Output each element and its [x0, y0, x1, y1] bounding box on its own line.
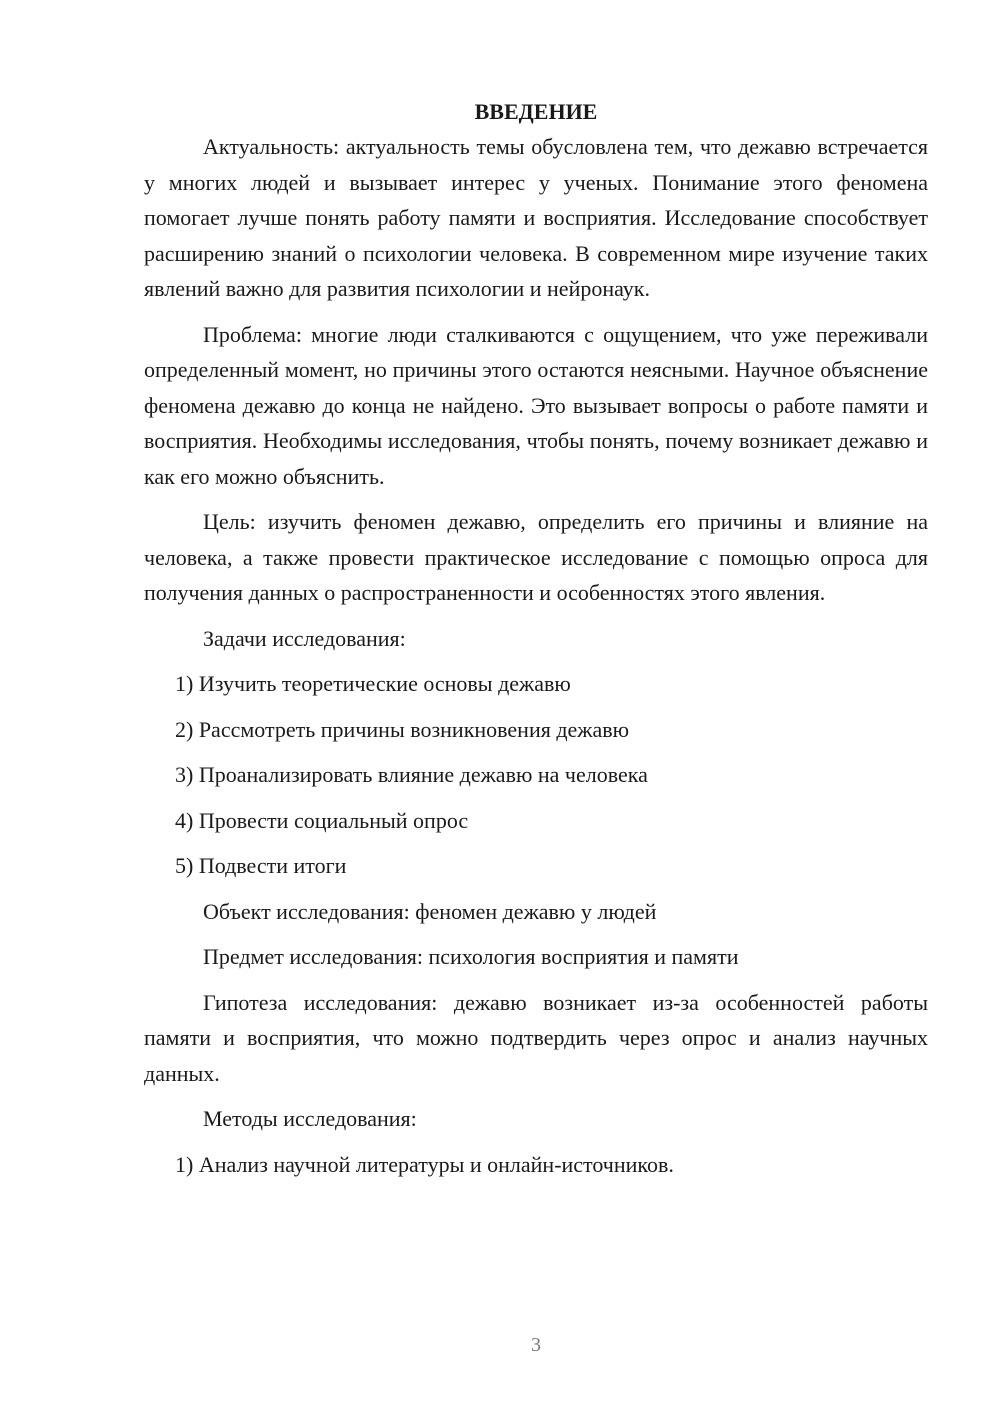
research-subject: Предмет исследования: психология восприятия и памяти: [203, 944, 739, 969]
research-object: Объект исследования: феномен дежавю у людей: [203, 898, 657, 924]
methods-heading: Методы исследования:: [203, 1106, 417, 1131]
tasks-heading: Задачи исследования:: [203, 625, 406, 651]
goal-paragraph: Цель: изучить феномен дежавю, определить его причины и влияние на человека, а также провести практическое исследование с помощью опроса для получения данных о распространенности и особенностях этого явления.: [144, 509, 928, 605]
tasks-list: [144, 666, 928, 884]
task-item: 3) Проанализировать влияние дежавю на человека: [175, 762, 648, 787]
problem-paragraph: Проблема: многие люди сталкиваются с ощущением, что уже переживали определенный момент, но причины этого остаются неясными. Научное объяснение феномена дежавю до конца не найдено. Это вызывает вопросы о работе памяти и восприятия. Необходимы исследования, чтобы понять, почему возникает дежавю и как его можно объяснить.: [144, 321, 928, 489]
hypothesis-paragraph: Гипотеза исследования: дежавю возникает из-за особенностей работы памяти и восприятия, что можно подтвердить через опрос и анализ научных данных.: [144, 989, 928, 1086]
relevance-paragraph: Актуальность: актуальность темы обусловлена тем, что дежавю встречается у многих людей и вызывает интерес у ученых. Понимание этого феномена помогает лучше понять работу памяти и восприятия. Исследование способствует расширению знаний о психологии человека. В современном мире изучение таких явлений важно для развития психологии и нейронаук.: [144, 134, 928, 301]
task-item: 5) Подвести итоги: [175, 853, 347, 878]
task-item: 1) Изучить теоретические основы дежавю: [175, 671, 571, 696]
task-item: 2) Рассмотреть причины возникновения дежавю: [175, 716, 630, 742]
page-content: [144, 94, 928, 1192]
task-item: 4) Провести социальный опрос: [175, 807, 469, 833]
method-item: 1) Анализ научной литературы и онлайн-источников.: [175, 1151, 674, 1177]
page-number: 3: [531, 1334, 541, 1356]
section-title: ВВЕДЕНИЕ: [474, 99, 598, 124]
methods-list: [144, 1147, 928, 1183]
